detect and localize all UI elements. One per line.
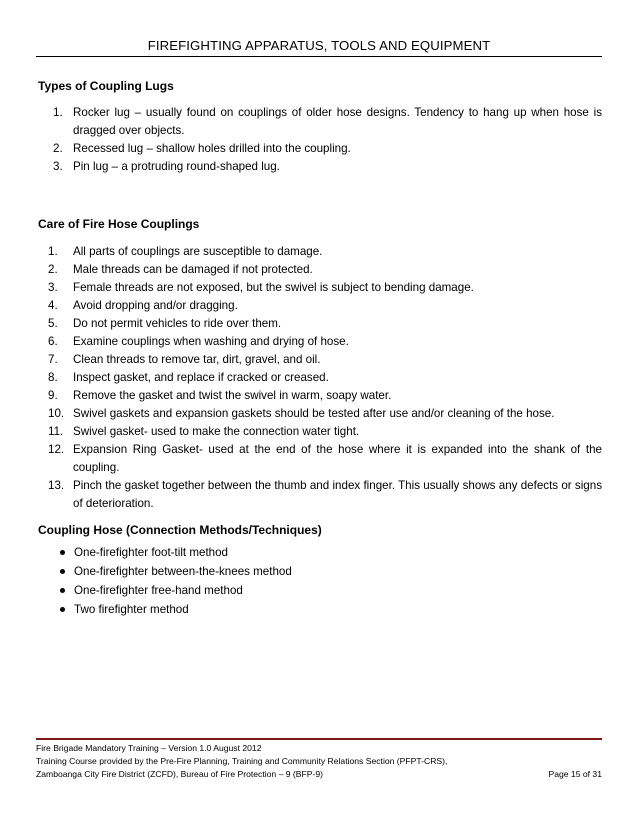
list-item: One-firefighter foot-tilt method [38,543,602,562]
list-item: 3. Pin lug – a protruding round-shaped lug. [53,160,280,173]
list-item: 1. All parts of couplings are susceptible to damage. [48,245,323,258]
list-item: 13. Pinch the gasket together between the thumb and index finger. This usually shows any defects or signs of deterioration. [48,479,602,510]
list-item: 2. Male threads can be damaged if not protected. [48,263,313,276]
bullet-icon [60,588,65,593]
footer-line-1: Fire Brigade Mandatory Training – Version 1.0 August 2012 [36,743,262,753]
footer-divider [36,738,602,740]
page-footer [36,742,602,781]
care-couplings-list [38,243,602,513]
list-item: 7. Clean threads to remove tar, dirt, gravel, and oil. [48,353,321,366]
list-item: 9. Remove the gasket and twist the swivel in warm, soapy water. [48,389,392,402]
list-item: 5. Do not permit vehicles to ride over them. [48,317,282,330]
section-title-care-couplings: Care of Fire Hose Couplings [38,217,200,231]
list-item: 10. Swivel gaskets and expansion gaskets should be tested after use and/or cleaning of the hose. [48,407,555,420]
header-divider [36,56,602,57]
section-title-coupling-lugs: Types of Coupling Lugs [38,79,174,93]
list-item: One-firefighter between-the-knees method [38,562,602,581]
coupling-lugs-list [38,104,602,176]
section-title-coupling-hose: Coupling Hose (Connection Methods/Techniques) [38,523,322,537]
list-item: 1. Rocker lug – usually found on couplings of older hose designs. Tendency to hang up when hose is dragged over objects. [53,106,602,137]
bullet-icon [60,607,65,612]
list-item: 11. Swivel gasket- used to make the connection water tight. [48,425,360,438]
list-item: Two firefighter method [38,600,602,619]
list-item: 3. Female threads are not exposed, but the swivel is subject to bending damage. [48,281,474,294]
coupling-methods-list [38,543,602,619]
footer-line-3: Zamboanga City Fire District (ZCFD), Bureau of Fire Protection – 9 (BFP-9) [36,769,324,779]
list-item: 6. Examine couplings when washing and drying of hose. [48,335,349,348]
list-item: 4. Avoid dropping and/or dragging. [48,299,238,312]
list-item: 2. Recessed lug – shallow holes drilled into the coupling. [53,142,351,155]
footer-line-2: Training Course provided by the Pre-Fire Planning, Training and Community Relations Section (PFPT-CRS), [36,756,448,766]
page-header-title: FIREFIGHTING APPARATUS, TOOLS AND EQUIPMENT [147,38,491,53]
bullet-icon [60,550,65,555]
list-item: 8. Inspect gasket, and replace if cracked or creased. [48,371,329,384]
list-item: One-firefighter free-hand method [38,581,602,600]
page-number: Page 15 of 31 [548,769,602,779]
bullet-icon [60,569,65,574]
list-item: 12. Expansion Ring Gasket- used at the end of the hose where it is expanded into the shank of the coupling. [48,443,602,474]
